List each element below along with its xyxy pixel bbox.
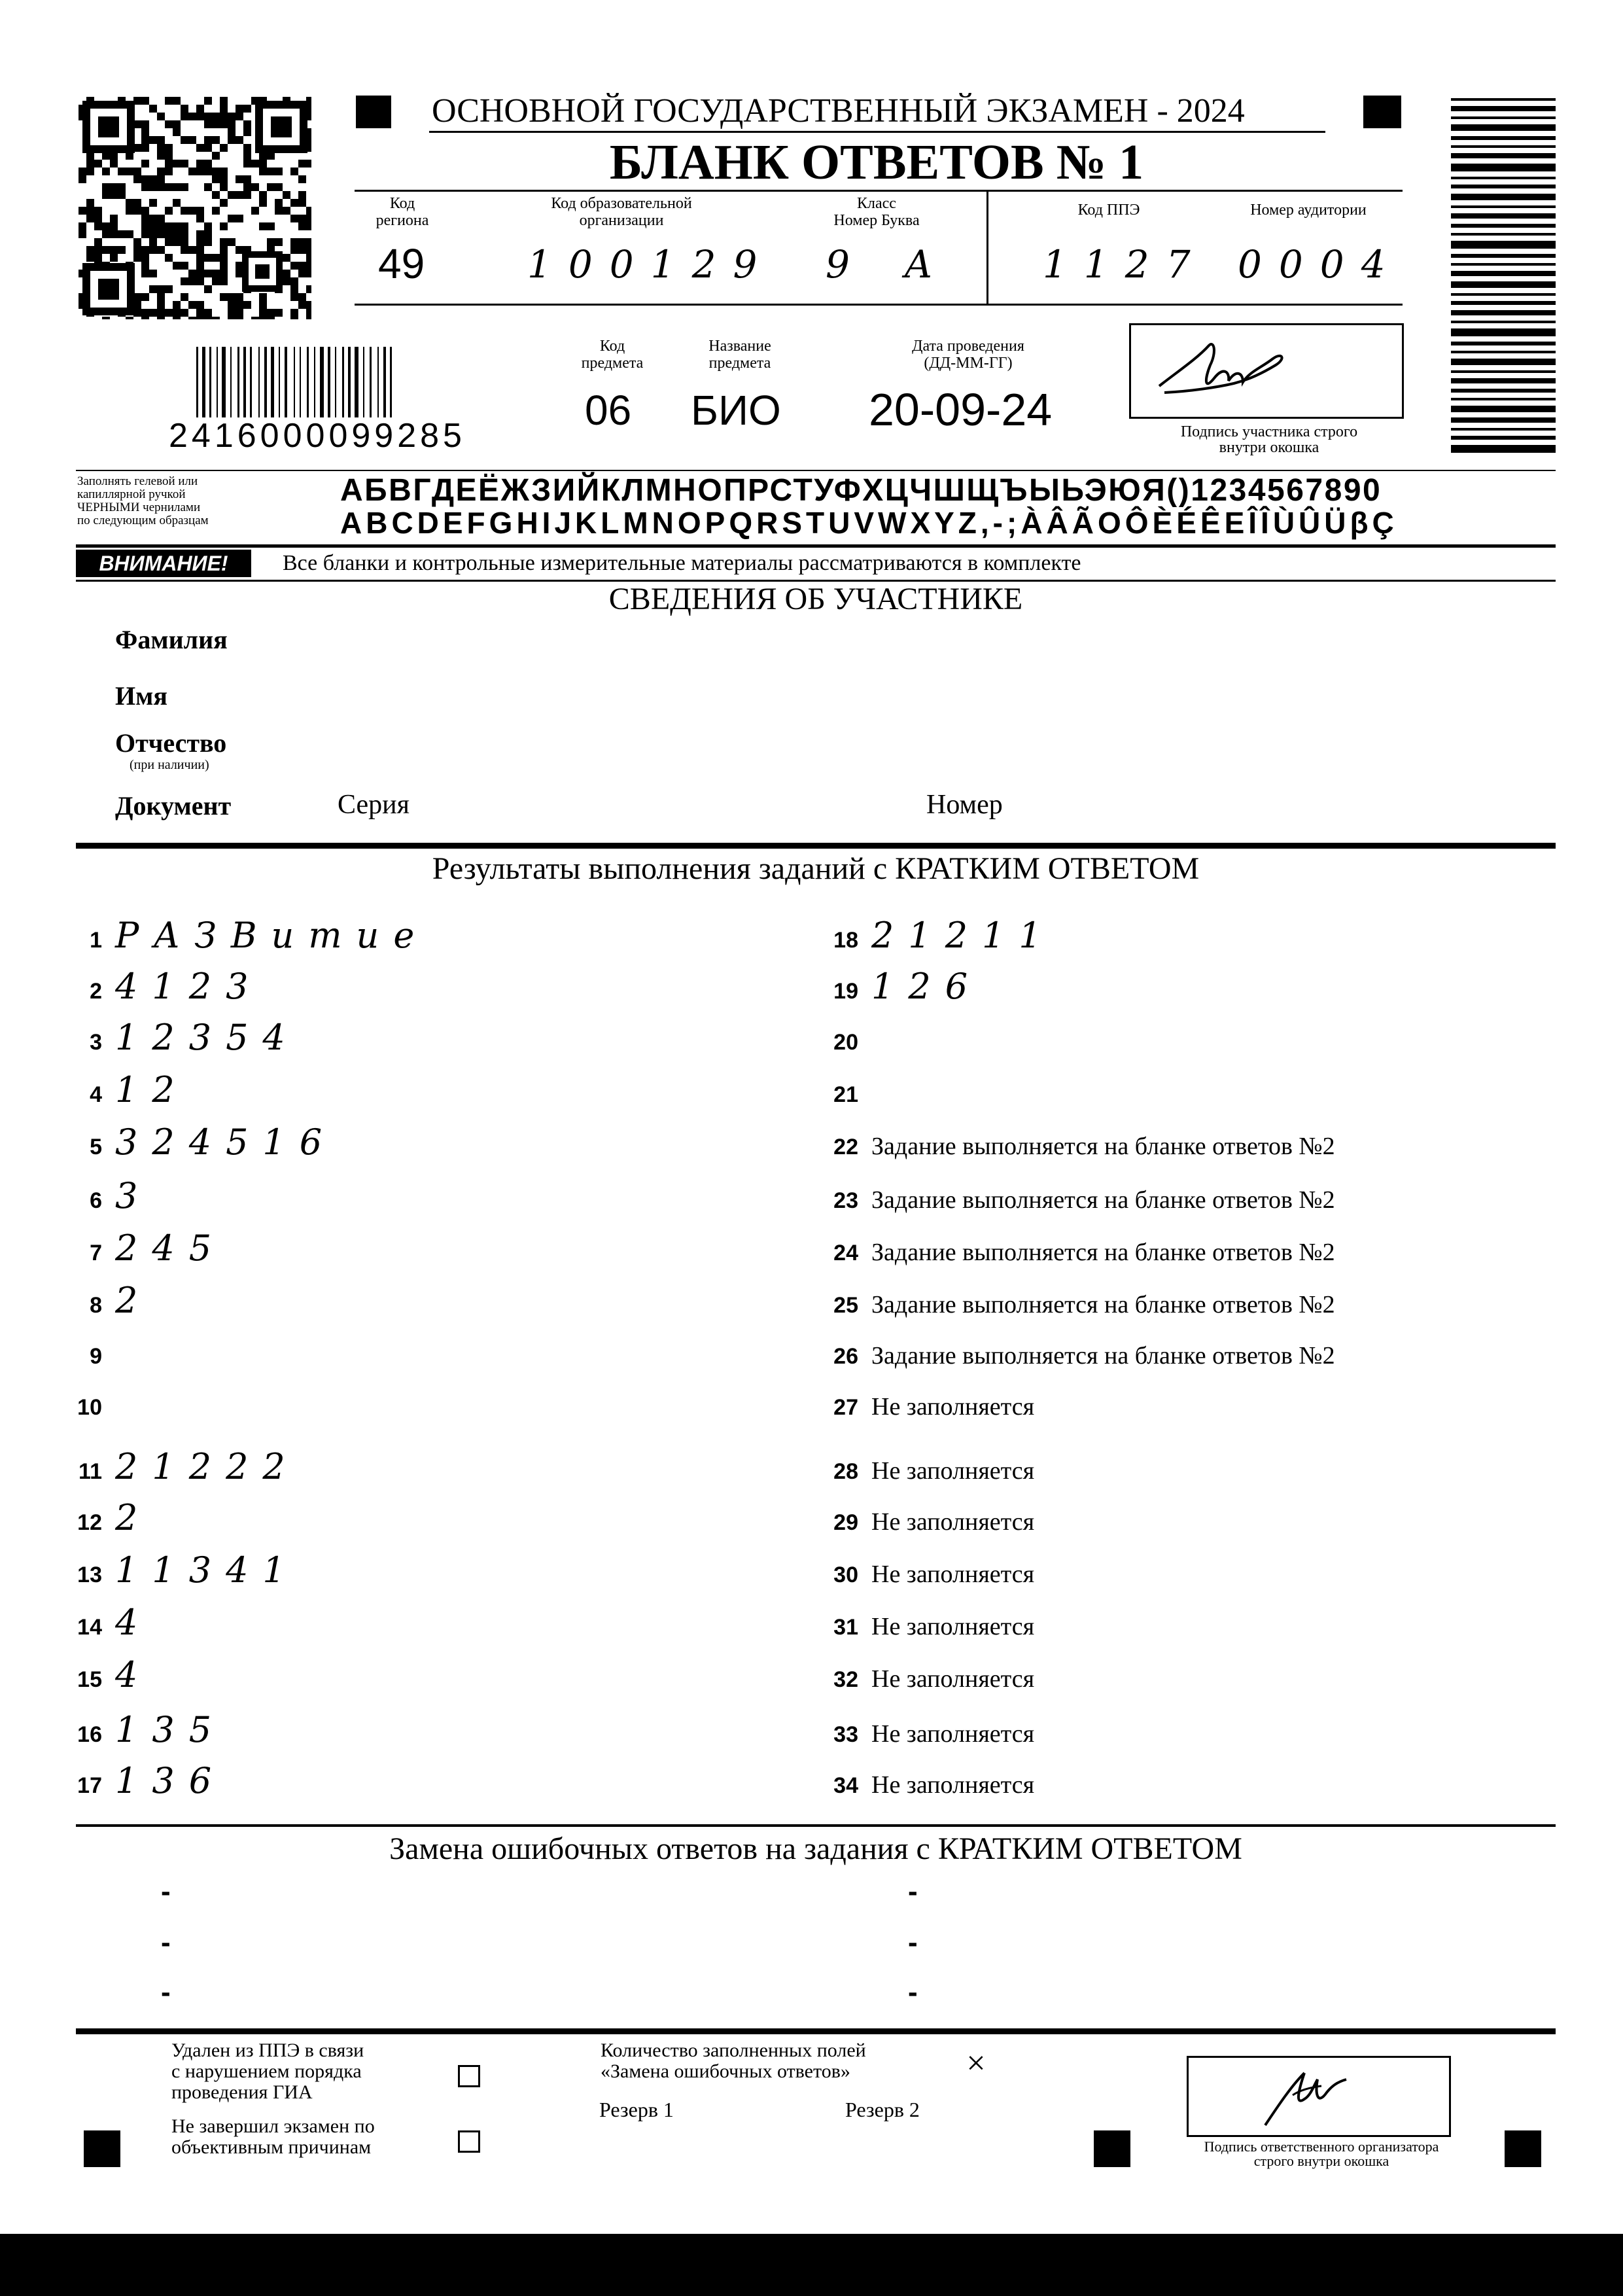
room-label: Номер аудитории bbox=[1250, 202, 1367, 219]
class-letter: А bbox=[904, 242, 950, 287]
qr-code bbox=[79, 97, 311, 319]
answer-field[interactable]: 135 bbox=[115, 1709, 226, 1750]
not-finished-label: Не завершил экзамен по объективным причинам bbox=[171, 2115, 375, 2158]
question-number: 13 bbox=[77, 1563, 102, 1587]
sample-latin: ABCDEFGHIJKLMNOPQRSTUVWXYZ,-;ÀÂÃOÔÈÉÊEÎÎÙÛÜβÇ bbox=[340, 506, 1398, 540]
organizer-signature-caption: Подпись ответственного организатора строго внутри окошка bbox=[1204, 2138, 1439, 2169]
scan-border bbox=[0, 2234, 1623, 2296]
question-number: 26 bbox=[833, 1344, 858, 1369]
reserve-2: Резерв 2 bbox=[845, 2098, 920, 2121]
room-value: 0004 bbox=[1238, 242, 1403, 287]
participant-section-title: СВЕДЕНИЯ ОБ УЧАСТНИКЕ bbox=[608, 582, 1023, 616]
registration-marker bbox=[1363, 96, 1401, 128]
question-number: 17 bbox=[77, 1773, 102, 1798]
answer-field[interactable]: Задание выполняется на бланке ответов №2 bbox=[871, 1133, 1335, 1160]
question-number: 8 bbox=[90, 1293, 102, 1318]
question-number: 14 bbox=[77, 1615, 102, 1640]
warning-badge: ВНИМАНИЕ! bbox=[76, 550, 251, 577]
answer-field[interactable]: 11341 bbox=[115, 1549, 300, 1591]
question-number: 32 bbox=[833, 1667, 858, 1692]
answer-field[interactable]: Не заполняется bbox=[871, 1771, 1035, 1799]
question-number: 11 bbox=[79, 1459, 102, 1484]
answer-field[interactable]: 2 bbox=[115, 1280, 152, 1321]
barcode-number: 2416000099285 bbox=[169, 417, 466, 455]
replacement-right-3[interactable]: - bbox=[908, 1976, 918, 2008]
answer-field[interactable]: 136 bbox=[115, 1760, 226, 1801]
class-label: Класс Номер Буква bbox=[833, 195, 920, 229]
question-number: 19 bbox=[833, 979, 858, 1004]
question-number: 20 bbox=[833, 1030, 858, 1055]
question-number: 21 bbox=[833, 1082, 858, 1107]
question-number: 24 bbox=[833, 1241, 858, 1265]
replacement-right-2[interactable]: - bbox=[908, 1926, 918, 1958]
question-number: 3 bbox=[90, 1030, 102, 1055]
question-number: 6 bbox=[90, 1188, 102, 1213]
question-number: 22 bbox=[833, 1135, 858, 1159]
date-value: 20-09-24 bbox=[869, 384, 1053, 435]
subject-name-label: Название предмета bbox=[708, 338, 771, 372]
answer-field[interactable]: 324516 bbox=[115, 1122, 337, 1163]
question-number: 33 bbox=[833, 1722, 858, 1747]
answer-field[interactable]: 2 bbox=[115, 1497, 152, 1538]
subject-code-label: Код предмета bbox=[581, 338, 644, 372]
question-number: 18 bbox=[833, 928, 858, 953]
answer-field[interactable]: 4 bbox=[115, 1602, 152, 1643]
answer-field[interactable]: Не заполняется bbox=[871, 1561, 1035, 1588]
org-code-value: 100129 bbox=[527, 242, 775, 287]
org-code-label: Код образовательной организации bbox=[551, 195, 692, 229]
registration-marker bbox=[356, 96, 391, 128]
answer-field[interactable]: Не заполняется bbox=[871, 1720, 1035, 1748]
answer-field[interactable]: 12354 bbox=[115, 1017, 300, 1058]
answer-field[interactable]: 4 bbox=[115, 1654, 152, 1695]
answer-field[interactable]: 245 bbox=[115, 1227, 226, 1269]
answer-field[interactable]: Не заполняется bbox=[871, 1613, 1035, 1640]
answer-field[interactable]: 12 bbox=[115, 1069, 189, 1110]
registration-marker bbox=[1094, 2130, 1130, 2167]
participant-signature bbox=[1151, 332, 1302, 406]
answer-field[interactable]: Задание выполняется на бланке ответов №2 bbox=[871, 1342, 1335, 1369]
answer-field[interactable]: Не заполняется bbox=[871, 1665, 1035, 1693]
answer-field[interactable]: 4123 bbox=[115, 966, 263, 1007]
answer-field[interactable]: 21222 bbox=[115, 1446, 300, 1487]
reserve-1: Резерв 1 bbox=[599, 2098, 674, 2121]
question-number: 16 bbox=[77, 1722, 102, 1747]
replacement-count-label: Количество заполненных полей «Замена ошибочных ответов» bbox=[601, 2040, 866, 2082]
answer-field[interactable]: Не заполняется bbox=[871, 1508, 1035, 1536]
ppe-code-label: Код ППЭ bbox=[1077, 202, 1140, 219]
question-number: 15 bbox=[77, 1667, 102, 1692]
question-number: 28 bbox=[833, 1459, 858, 1484]
subject-code-value: 06 bbox=[585, 387, 632, 434]
form-title: БЛАНК ОТВЕТОВ № 1 bbox=[609, 135, 1144, 190]
answer-field[interactable]: Не заполняется bbox=[871, 1393, 1035, 1421]
question-number: 27 bbox=[833, 1395, 858, 1420]
region-value: 49 bbox=[378, 240, 425, 287]
region-label: Код региона bbox=[375, 195, 429, 229]
replacement-right-1[interactable]: - bbox=[908, 1875, 918, 1907]
answer-field[interactable]: 21211 bbox=[871, 915, 1056, 956]
replacement-section-title: Замена ошибочных ответов на задания с КРАТКИМ ОТВЕТОМ bbox=[389, 1831, 1242, 1866]
sample-cyrillic: АБВГДЕЁЖЗИЙКЛМНОПРСТУФХЦЧШЩЪЫЬЭЮЯ()1234567890 bbox=[340, 473, 1382, 508]
question-number: 1 bbox=[90, 928, 102, 953]
question-number: 30 bbox=[833, 1563, 858, 1587]
document-label: Документ bbox=[115, 791, 232, 821]
answer-field[interactable]: Задание выполняется на бланке ответов №2 bbox=[871, 1186, 1335, 1214]
registration-marker bbox=[84, 2130, 120, 2167]
question-number: 7 bbox=[90, 1241, 102, 1265]
name-label: Имя bbox=[115, 681, 167, 711]
registration-marker bbox=[1505, 2130, 1541, 2167]
organizer-signature bbox=[1259, 2060, 1357, 2136]
answers-section-title: Результаты выполнения заданий с КРАТКИМ ОТВЕТОМ bbox=[432, 851, 1200, 886]
question-number: 23 bbox=[833, 1188, 858, 1213]
ppe-code-value: 1127 bbox=[1043, 242, 1208, 287]
question-number: 2 bbox=[90, 979, 102, 1004]
removed-checkbox[interactable] bbox=[458, 2065, 480, 2087]
series-label: Серия bbox=[338, 790, 410, 820]
question-number: 9 bbox=[90, 1344, 102, 1369]
answer-field[interactable]: 3 bbox=[115, 1175, 152, 1216]
answer-field[interactable]: РАЗВитие bbox=[115, 915, 429, 956]
answer-field[interactable]: Не заполняется bbox=[871, 1457, 1035, 1485]
replacement-left-2[interactable]: - bbox=[161, 1926, 171, 1958]
side-barcode bbox=[1451, 98, 1556, 459]
question-number: 4 bbox=[90, 1082, 102, 1107]
warning-text: Все бланки и контрольные измерительные материалы рассматриваются в комплекте bbox=[283, 551, 1081, 575]
answer-field[interactable]: Задание выполняется на бланке ответов №2 bbox=[871, 1239, 1335, 1266]
removed-label: Удален из ППЭ в связи с нарушением порядка проведения ГИА bbox=[171, 2040, 364, 2103]
question-number: 29 bbox=[833, 1510, 858, 1535]
patronymic-note: (при наличии) bbox=[130, 758, 209, 772]
replacement-left-1[interactable]: - bbox=[161, 1875, 171, 1907]
participant-signature-caption: Подпись участника строго внутри окошка bbox=[1180, 423, 1358, 456]
exam-title: ОСНОВНОЙ ГОСУДАРСТВЕННЫЙ ЭКЗАМЕН - 2024 bbox=[432, 92, 1245, 130]
replacement-count-value[interactable]: × bbox=[964, 2045, 988, 2082]
answer-field[interactable]: Задание выполняется на бланке ответов №2 bbox=[871, 1291, 1335, 1318]
not-finished-checkbox[interactable] bbox=[458, 2130, 480, 2153]
question-number: 5 bbox=[90, 1135, 102, 1159]
class-number: 9 bbox=[826, 242, 867, 287]
question-number: 25 bbox=[833, 1293, 858, 1318]
date-label: Дата проведения (ДД-ММ-ГГ) bbox=[912, 338, 1024, 372]
subject-name-value: БИО bbox=[691, 387, 781, 434]
patronymic-label: Отчество bbox=[115, 728, 227, 758]
answer-field[interactable]: 126 bbox=[871, 966, 983, 1007]
question-number: 34 bbox=[833, 1773, 858, 1798]
surname-label: Фамилия bbox=[115, 625, 228, 654]
pen-instruction: Заполнять гелевой или капиллярной ручкой ЧЕРНЫМИ чернилами по следующим образцам bbox=[77, 474, 209, 527]
document-number-label: Номер bbox=[926, 790, 1003, 820]
question-number: 12 bbox=[77, 1510, 102, 1535]
question-number: 10 bbox=[77, 1395, 102, 1420]
question-number: 31 bbox=[833, 1615, 858, 1640]
replacement-left-3[interactable]: - bbox=[161, 1976, 171, 2008]
